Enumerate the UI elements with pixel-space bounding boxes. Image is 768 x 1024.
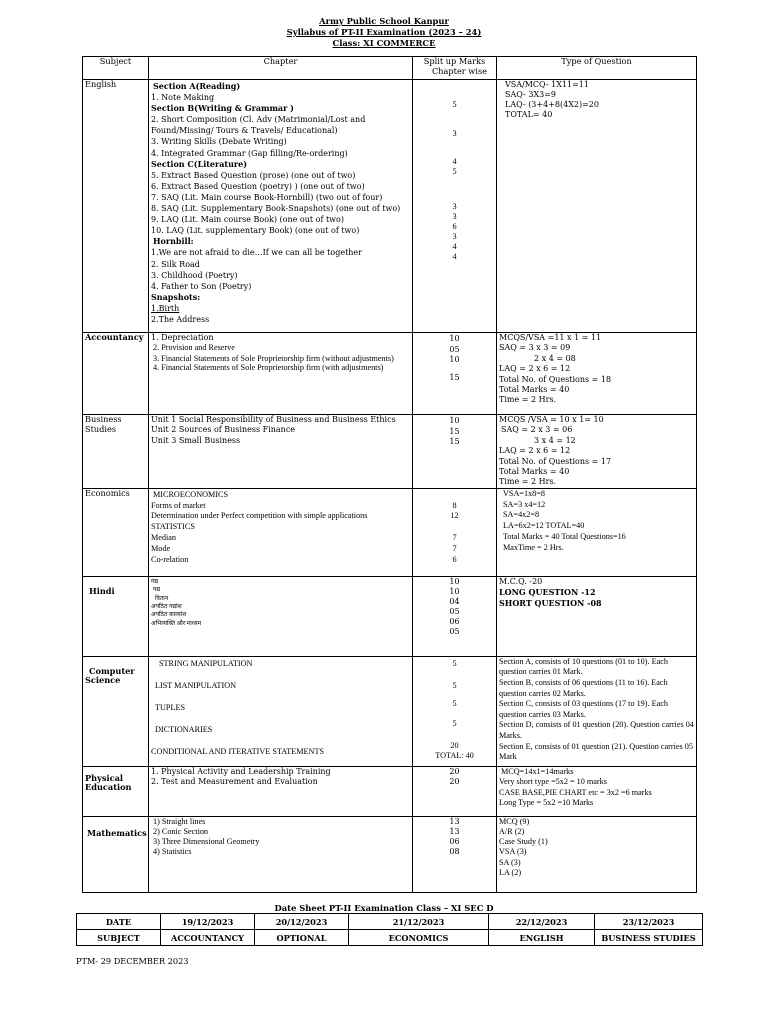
- marks-cell: [413, 576, 497, 656]
- mark-value: [415, 177, 494, 187]
- mark-value: 13: [449, 816, 460, 826]
- type-line: Case Study (1): [499, 837, 548, 847]
- datesheet-cell: BUSINESS STUDIES: [595, 930, 703, 946]
- mark-value: 3: [452, 232, 457, 242]
- type-cell: [497, 576, 697, 656]
- chapter-line: अपठित गद्यांश: [151, 604, 182, 611]
- chapter-line: 3. Childhood (Poetry): [151, 270, 238, 280]
- chapter-line: TUPLES: [155, 702, 186, 712]
- mark-value: 04: [449, 596, 460, 606]
- mark-value: [415, 490, 494, 501]
- marks-cell: [413, 333, 497, 415]
- chapter-line: 3. Financial Statements of Sole Proprietorship firm (without adjustments): [153, 353, 394, 363]
- type-line: SHORT QUESTION -08: [499, 597, 602, 608]
- marks-cell: [413, 488, 497, 576]
- chapter-line: 2) Conic Section: [153, 827, 209, 837]
- col-marks: Split up Marks Chapter wise: [413, 57, 497, 80]
- chapter-line: पद्य: [153, 587, 161, 594]
- mark-value: 20: [450, 740, 459, 750]
- chapter-line: STATISTICS: [151, 522, 195, 532]
- type-line: Time = 2 Hrs.: [499, 395, 557, 405]
- subject-cell: Business Studies: [83, 415, 149, 489]
- type-line: Section D, consists of 01 question (20). Question carries 04 Marks.: [499, 720, 694, 740]
- chapter-cell: [149, 333, 413, 415]
- type-line: Section A, consists of 10 questions (01 to 10). Each question carries 01 Mark.: [499, 656, 668, 677]
- datesheet-row-header: SUBJECT: [77, 930, 161, 946]
- type-line: VSA/MCQ- 1X11=11: [505, 80, 589, 89]
- chapter-line: 1. Physical Activity and Leadership Training: [151, 766, 331, 776]
- mark-value: 5: [452, 718, 457, 728]
- chapter-line: LIST MANIPULATION: [155, 680, 237, 690]
- type-line: MCQ=14x1=14marks: [501, 766, 574, 776]
- subject-cell: Physical Education: [83, 766, 149, 816]
- chapter-cell: [149, 816, 413, 892]
- chapter-line: 1) Straight lines: [153, 816, 206, 826]
- table-row-business-studies: [83, 415, 697, 489]
- subject-cell: Computer Science: [83, 656, 149, 766]
- type-line: Total No. of Questions = 18: [499, 374, 612, 384]
- mark-value: 10: [449, 334, 460, 343]
- type-line: Section B, consists of 06 questions (11 to 16). Each question carries 02 Marks.: [499, 678, 668, 698]
- chapter-line: Found/Missing/ Tours & Travels/ Educational): [151, 126, 338, 136]
- type-line: VSA=1x8=8: [503, 488, 545, 498]
- type-line: SA=4x2=8: [503, 510, 540, 520]
- section-heading: Section C(Literature): [151, 158, 248, 169]
- mark-value: 10: [449, 416, 460, 425]
- chapter-line: 3) Three Dimensional Geometry: [153, 837, 260, 847]
- section-heading: Section B(Writing & Grammar ): [151, 103, 294, 114]
- chapter-line: Forms of market: [151, 500, 206, 510]
- datesheet-date-row: [77, 914, 703, 930]
- chapter-line: 1. Depreciation: [151, 333, 214, 342]
- type-line: Time = 2 Hrs.: [499, 477, 557, 487]
- type-line: SAQ = 2 x 3 = 06: [501, 425, 573, 435]
- datesheet-table: [76, 913, 703, 946]
- mark-value: 06: [449, 616, 460, 626]
- mark-value: 6: [452, 554, 457, 564]
- type-line: SA=3 x4=12: [503, 499, 546, 509]
- chapter-line: 1.We are not afraid to die…If we can all be together: [151, 248, 362, 258]
- type-cell: [497, 80, 697, 333]
- chapter-line: Unit 1 Social Responsibility of Business and Business Ethics: [151, 415, 396, 424]
- type-cell: [497, 333, 697, 415]
- type-line: LAQ = 2 x 6 = 12: [499, 364, 571, 374]
- mark-value: 5: [452, 698, 457, 708]
- chapter-line: 2. Silk Road: [151, 259, 200, 269]
- type-line: MCQ (9): [499, 816, 530, 826]
- chapter-line: Mode: [151, 543, 171, 553]
- type-line: Section C, consists of 03 questions (17 to 19). Each question carries 03 Marks.: [499, 699, 668, 719]
- type-line: TOTAL= 40: [505, 110, 553, 119]
- table-row-computer-science: [83, 656, 697, 766]
- mark-value: 13: [449, 827, 460, 837]
- mark-value: 5: [452, 167, 457, 177]
- type-line: Total Marks = 40: [499, 467, 570, 477]
- mark-value: 3: [452, 201, 457, 211]
- datesheet-cell: ECONOMICS: [349, 930, 489, 946]
- type-cell: [497, 816, 697, 892]
- type-cell: [497, 656, 697, 766]
- type-cell: [497, 766, 697, 816]
- table-row-hindi: [83, 576, 697, 656]
- mark-value: 7: [452, 543, 457, 553]
- chapter-cell: [149, 766, 413, 816]
- marks-cell: [413, 816, 497, 892]
- chapter-line: Median: [151, 533, 177, 543]
- mark-value: [415, 139, 494, 149]
- subject-cell: Mathematics: [83, 816, 149, 892]
- table-header-row: [83, 57, 697, 80]
- type-line: Total Marks = 40 Total Questions=16: [503, 532, 626, 542]
- type-line: LA (2): [499, 867, 522, 877]
- chapter-line: वितान: [155, 595, 169, 602]
- datesheet-title: Date Sheet PT-II Examination Class – XI SEC D: [274, 903, 494, 913]
- type-line: MaxTime = 2 Hrs.: [503, 542, 564, 552]
- chapter-line: 10. LAQ (Lit. supplementary Book) (one out of two): [151, 226, 360, 236]
- chapter-line: CONDITIONAL AND ITERATIVE STATEMENTS: [151, 746, 325, 756]
- type-line: SAQ- 3X3=9: [505, 90, 557, 99]
- mark-value: 4: [452, 242, 457, 252]
- datesheet-cell: 21/12/2023: [349, 914, 489, 930]
- marks-cell: [413, 766, 497, 816]
- type-line: Section E, consists of 01 question (21). Question carries 05 Mark: [499, 741, 693, 762]
- table-row-accountancy: [83, 333, 697, 415]
- mark-value: 06: [449, 837, 460, 847]
- mark-value: 10: [449, 355, 460, 364]
- chapter-line: अपठित काव्यांश: [151, 612, 187, 619]
- chapter-line: 7. SAQ (Lit. Main course Book-Hornbill) (two out of four): [151, 192, 383, 202]
- marks-cell: [413, 80, 497, 333]
- mark-value: 05: [449, 344, 460, 354]
- chapter-line: Determination under Perfect competition with simple applications: [151, 511, 368, 521]
- chapter-line: MICROECONOMICS: [153, 489, 229, 499]
- datesheet-row-header: DATE: [77, 914, 161, 930]
- section-heading: Snapshots:: [151, 291, 201, 302]
- mark-value: 4: [452, 156, 457, 166]
- type-line: VSA (3): [499, 847, 527, 857]
- type-line: MCQS /VSA = 10 x 1= 10: [499, 415, 604, 424]
- chapter-line: 5. Extract Based Question (prose) (one out of two): [151, 170, 356, 180]
- mark-value: 15: [449, 426, 460, 436]
- type-cell: [497, 488, 697, 576]
- chapter-line: 2. Test and Measurement and Evaluation: [151, 777, 318, 787]
- mark-value: 05: [449, 626, 460, 636]
- type-line: MCQS/VSA =11 x 1 = 11: [499, 333, 602, 342]
- chapter-cell: [149, 80, 413, 333]
- chapter-line: 6. Extract Based Question (poetry) ) (one out of two): [151, 181, 365, 191]
- datesheet-cell: 23/12/2023: [595, 914, 703, 930]
- mark-value: 15: [449, 372, 460, 382]
- syllabus-table: [82, 56, 697, 893]
- type-line: SAQ = 3 x 3 = 09: [499, 343, 571, 353]
- datesheet-cell: ACCOUNTANCY: [161, 930, 255, 946]
- table-row-english: [83, 80, 697, 333]
- class-title: Class: XI COMMERCE: [332, 38, 436, 48]
- chapter-line: 4) Statistics: [153, 847, 192, 857]
- mark-value: 20: [449, 766, 460, 776]
- total-marks: TOTAL: 40: [435, 750, 474, 760]
- chapter-cell: [149, 576, 413, 656]
- type-line: LAQ- (3+4+8(4X2)=20: [505, 100, 599, 109]
- type-cell: [497, 415, 697, 489]
- chapter-line: 2. Provision and Reserve: [153, 343, 235, 353]
- ptm-date: PTM- 29 DECEMBER 2023: [76, 956, 189, 966]
- type-line: Total No. of Questions = 17: [499, 456, 612, 466]
- chapter-line: DICTIONARIES: [155, 724, 213, 734]
- mark-value: 12: [450, 511, 459, 521]
- mark-value: 10: [449, 586, 460, 596]
- chapter-line: अभिव्यक्ति और माध्यम: [151, 620, 202, 627]
- chapter-line: STRING MANIPULATION: [159, 658, 253, 668]
- chapter-line: 4. Integrated Grammar (Gap filling/Re-ordering): [151, 148, 348, 158]
- chapter-line: Unit 2 Sources of Business Finance: [151, 425, 296, 435]
- mark-value: 08: [449, 847, 460, 857]
- chapter-cell: [149, 488, 413, 576]
- datesheet-cell: OPTIONAL: [255, 930, 349, 946]
- col-chapter: Chapter: [149, 57, 413, 80]
- type-line: 3 x 4 = 12: [534, 435, 576, 445]
- mark-value: 15: [449, 437, 460, 446]
- mark-value: 5: [452, 658, 457, 668]
- subject-cell: Hindi: [83, 576, 149, 656]
- type-line: Long Type = 5x2 =10 Marks: [499, 798, 594, 808]
- chapter-cell: [149, 415, 413, 489]
- chapter-line: 1. Note Making: [151, 93, 215, 103]
- type-line: Very short type =5x2 = 10 marks: [499, 777, 607, 787]
- type-line: 2 x 4 = 08: [534, 353, 576, 363]
- mark-value: 3: [452, 211, 457, 221]
- chapter-line: 4. Father to Son (Poetry): [151, 281, 252, 291]
- mark-value: 05: [449, 606, 460, 616]
- marks-cell: [413, 415, 497, 489]
- mark-value: [415, 522, 494, 533]
- chapter-line: गद्य: [151, 578, 159, 585]
- table-row-mathematics: [83, 816, 697, 892]
- mark-value: 6: [452, 221, 457, 231]
- chapter-line: 1.Birth: [151, 303, 180, 313]
- col-subject: Subject: [83, 57, 149, 80]
- mark-value: 3: [452, 128, 457, 138]
- mark-value: 20: [449, 777, 460, 787]
- chapter-line: 4. Financial Statements of Sole Proprietorship firm (with adjustments): [153, 363, 384, 373]
- chapter-cell: [149, 656, 413, 766]
- chapter-line: 9. LAQ (Lit. Main course Book) (one out of two): [151, 215, 344, 225]
- type-line: CASE BASE,PIE CHART etc = 3x2 =6 marks: [499, 787, 652, 797]
- mark-value: [415, 110, 494, 120]
- mark-value: 5: [452, 100, 457, 110]
- datesheet-cell: ENGLISH: [489, 930, 595, 946]
- datesheet-cell: 22/12/2023: [489, 914, 595, 930]
- chapter-line: 8. SAQ (Lit. Supplementary Book-Snapshots) (one out of two): [151, 204, 401, 214]
- type-line: A/R (2): [499, 827, 525, 837]
- type-line: LONG QUESTION -12: [499, 587, 596, 598]
- chapter-line: 2. Short Composition (Cl. Adv (Matrimonial/Lost and: [151, 115, 366, 125]
- col-type: Type of Question: [497, 57, 697, 80]
- syllabus-title: Syllabus of PT-II Examination (2023 – 24): [286, 27, 482, 37]
- section-heading: Section A(Reading): [153, 81, 241, 91]
- subject-cell: Accountancy: [83, 333, 149, 415]
- mark-value: 10: [449, 576, 460, 586]
- type-line: SA (3): [499, 857, 521, 867]
- type-line: LAQ = 2 x 6 = 12: [499, 446, 571, 456]
- chapter-line: Unit 3 Small Business: [151, 435, 241, 445]
- mark-value: 5: [452, 680, 457, 690]
- chapter-line: 2.The Address: [151, 314, 210, 324]
- subject-cell: Economics: [83, 488, 149, 576]
- table-row-physical-education: [83, 766, 697, 816]
- type-line: M.C.Q. -20: [499, 576, 543, 586]
- chapter-line: Co-relation: [151, 554, 189, 564]
- mark-value: 7: [452, 533, 457, 543]
- mark-value: 4: [452, 252, 457, 262]
- datesheet-subject-row: [77, 930, 703, 946]
- mark-value: 8: [452, 500, 457, 510]
- datesheet-cell: 20/12/2023: [255, 914, 349, 930]
- type-line: Total Marks = 40: [499, 385, 570, 395]
- section-heading: Hornbill:: [153, 236, 194, 247]
- datesheet-cell: 19/12/2023: [161, 914, 255, 930]
- marks-cell: [413, 656, 497, 766]
- mark-value: [415, 82, 494, 92]
- type-line: LA=6x2=12 TOTAL=40: [503, 521, 585, 531]
- subject-cell: English: [83, 80, 149, 333]
- school-name: Army Public School Kanpur: [319, 16, 449, 26]
- table-row-economics: [83, 488, 697, 576]
- chapter-line: 3. Writing Skills (Debate Writing): [151, 137, 287, 147]
